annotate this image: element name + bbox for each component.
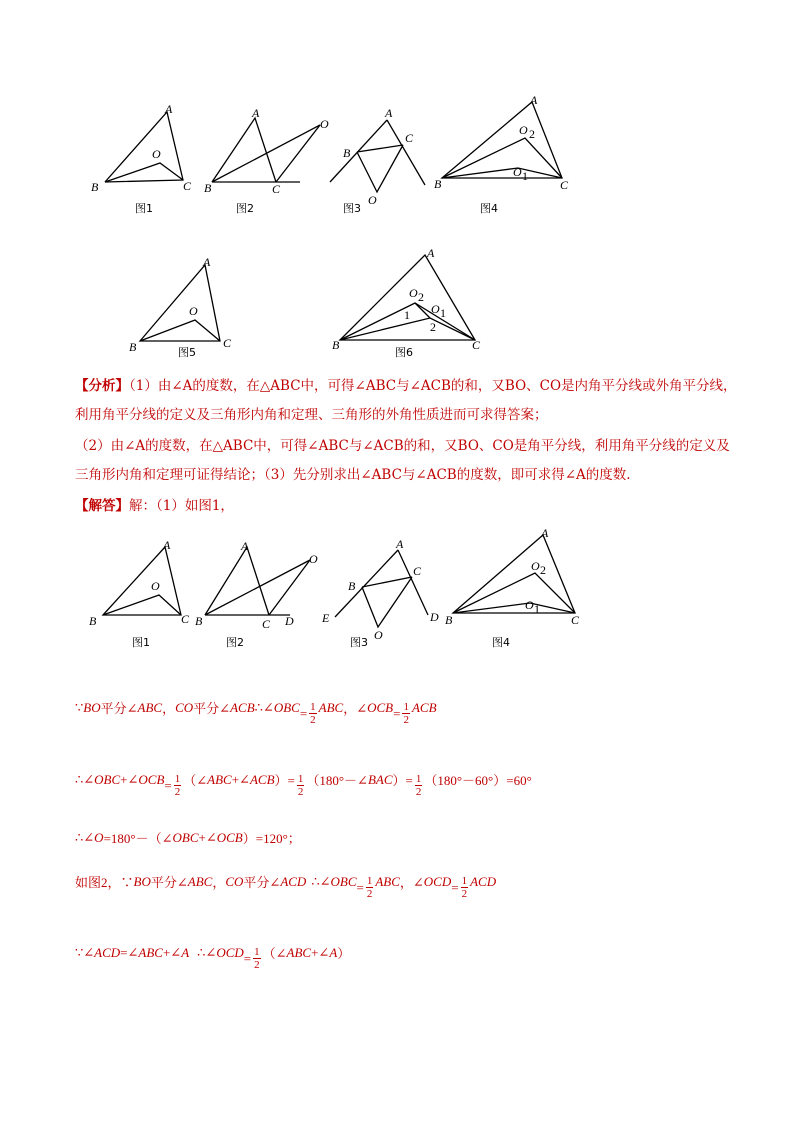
label-a: A (163, 538, 171, 552)
label-b: B (348, 579, 356, 593)
label-o: O (309, 552, 318, 566)
figure-3-top (325, 100, 435, 210)
step1-comma: ， (162, 701, 176, 716)
bisector-lines (140, 320, 220, 341)
label-c: C (472, 338, 481, 352)
label-o2: O (409, 286, 418, 300)
figure-2-bottom (195, 535, 335, 635)
step4-therefore: ∴∠ (311, 873, 331, 889)
step5-plus: +∠ (162, 944, 182, 960)
frac-num: 1 (366, 875, 373, 887)
step3-therefore: ∴∠ (75, 829, 95, 845)
label-o: O (320, 117, 329, 131)
label-e: E (322, 611, 330, 625)
label-o1: O (525, 598, 534, 612)
frac-den: 2 (366, 888, 373, 900)
triangle-lines (205, 547, 269, 615)
label-o: O (368, 193, 377, 207)
answer-intro-text: 解：（1）如图1， (129, 498, 234, 514)
step1-angle1: ABC (318, 699, 344, 715)
figure-5-top (125, 255, 245, 355)
triangle-abc (453, 535, 575, 613)
step3-obc: OBC (172, 829, 199, 845)
figure-2-top (200, 100, 340, 200)
step5-plus2: +∠ (311, 944, 330, 960)
step2-eq: = (164, 777, 172, 793)
bisector-lines (103, 595, 181, 615)
label-b: B (204, 181, 212, 195)
side-ac-extended (387, 120, 425, 185)
step2-abc: ABC (207, 771, 232, 787)
frac-den: 2 (403, 714, 409, 726)
label-d: D (285, 614, 294, 628)
step1-ocb: OCB (367, 699, 394, 715)
step5-acd: ACD (94, 944, 121, 960)
step5-therefore: ∴∠ (197, 944, 217, 960)
exterior-bisectors (362, 577, 412, 627)
figure-5-caption: 图5 (178, 346, 196, 359)
step5-open: （∠ (262, 946, 287, 961)
figure-2-bottom-caption: 图2 (226, 636, 244, 649)
angle-label-2: 2 (430, 320, 436, 334)
figure-3-bottom-caption: 图3 (350, 636, 368, 649)
side-ab-extended (330, 120, 387, 182)
step1-bo: BO (83, 699, 101, 715)
step2-obc: OBC (94, 771, 121, 787)
step2-acb: ACB (249, 771, 275, 787)
step5-eq2: = (243, 950, 252, 966)
triangle-abc (442, 102, 562, 178)
analysis-header: 【分析】 (75, 378, 129, 394)
fraction-half (415, 773, 423, 798)
frac-num: 1 (461, 875, 468, 887)
step1-angle2: ACB (411, 699, 437, 715)
analysis-paragraph-2 (75, 432, 740, 490)
label-a: A (427, 246, 435, 260)
label-o2: O (519, 123, 528, 137)
step3-plus: +∠ (198, 829, 217, 845)
label-a: A (530, 93, 538, 107)
label-o1: O (513, 165, 522, 179)
frac-den: 2 (461, 888, 468, 900)
step5-close: ） (337, 946, 351, 961)
step4-bisects: 平分∠ (150, 875, 188, 890)
label-c: C (262, 617, 271, 631)
label-o2-sub: 2 (529, 127, 535, 141)
fraction-half (297, 773, 305, 798)
step-3 (75, 828, 301, 847)
label-o: O (151, 579, 160, 593)
step2-bac: BAC (367, 771, 393, 787)
frac-den: 2 (254, 959, 260, 971)
frac-den: 2 (310, 714, 316, 726)
step3-o: O (94, 829, 104, 845)
frac-den: 2 (297, 786, 304, 798)
label-b: B (91, 180, 99, 194)
bisector-line-b (212, 125, 320, 182)
step1-eq: = (299, 705, 308, 721)
figure-1-top (85, 100, 205, 200)
figure-3-caption: 图3 (343, 202, 361, 215)
step4-ocd: OCD (423, 873, 452, 889)
bisectors-o2 (442, 138, 562, 178)
label-a: A (203, 255, 211, 269)
step1-acb: ACB (230, 699, 255, 715)
figure-3-bottom (320, 535, 450, 645)
label-o2: O (531, 559, 540, 573)
label-d: D (430, 610, 439, 624)
step1-co: CO (175, 699, 194, 715)
step3-ocb: OCB (216, 829, 243, 845)
step4-co: CO (225, 873, 244, 889)
step2-180: （180°－∠ (306, 773, 368, 788)
figure-4-bottom (445, 525, 605, 635)
analysis-text-1: （1）由∠A的度数，在△ABC中，可得∠ABC与∠ACB的和，又BO、CO是内角平分线或外角平分线，利用角平分线的定义及三角形内角和定理、三角形的外角性质进而可求得答案； (75, 378, 737, 423)
analysis-text-2: （2）由∠A的度数，在△ABC中，可得∠ABC与∠ACB的和，又BO、CO是角平分线，利用角平分线的定义及三角形内角和定理可证得结论；（3）先分别求出∠ABC与∠ACB的度数，即可求得∠A的度数. (75, 438, 730, 483)
bisector-line-c (276, 125, 320, 182)
answer-intro (75, 492, 740, 521)
label-o1-sub: 1 (440, 306, 446, 320)
label-c: C (272, 182, 281, 196)
step2-ocb: OCB (138, 771, 165, 787)
step4-angle1: ABC (375, 873, 400, 889)
step2-result: （180°－60°）=60° (424, 773, 532, 788)
step5-eq: =∠ (120, 944, 139, 960)
step1-bisects-2: 平分∠ (193, 701, 231, 716)
triangle-abc (140, 265, 220, 341)
step5-a: A (181, 944, 190, 960)
label-a: A (385, 106, 393, 120)
step5-because: ∵∠ (75, 944, 95, 960)
label-o2-sub: 2 (540, 563, 546, 577)
label-c: C (181, 612, 190, 626)
fraction-half (366, 875, 374, 900)
figure-4-top (430, 90, 590, 200)
step2-therefore: ∴∠ (75, 771, 95, 787)
frac-den: 2 (174, 786, 181, 798)
label-b: B (445, 613, 453, 627)
label-o1-sub: 1 (534, 602, 540, 616)
frac-num: 1 (310, 701, 316, 713)
step2-plus: +∠ (120, 771, 139, 787)
step4-intro: 如图2，∵ (75, 875, 134, 890)
step4-obc: OBC (330, 873, 357, 889)
step4-eq: = (356, 879, 364, 895)
step1-therefore: ∴∠ (254, 699, 274, 715)
step1-comma2: ，∠ (343, 701, 368, 716)
label-o1-sub: 1 (522, 169, 528, 183)
fraction-half (461, 875, 469, 900)
step4-eq2: = (451, 879, 459, 895)
segment-bc (362, 577, 412, 587)
label-c: C (223, 336, 232, 350)
figure-1-bottom-caption: 图1 (132, 636, 150, 649)
step-4 (75, 869, 497, 900)
figure-1-bottom (85, 535, 205, 635)
fraction-half (402, 701, 410, 726)
analysis-paragraph-1 (75, 372, 740, 430)
step2-close-eq2: ）= (392, 773, 413, 788)
bisector-lines (105, 163, 183, 182)
label-a: A (165, 102, 173, 116)
label-a: A (241, 539, 249, 553)
frac-num: 1 (415, 773, 422, 785)
label-b: B (195, 614, 203, 628)
step-2 (75, 767, 532, 798)
label-a: A (396, 537, 404, 551)
step-5 (75, 940, 351, 971)
fraction-half (174, 773, 182, 798)
step5-abc2: ABC (286, 944, 312, 960)
label-a: A (541, 526, 549, 540)
label-b: B (129, 340, 137, 354)
label-o: O (189, 304, 198, 318)
label-b: B (343, 146, 351, 160)
label-b: B (89, 614, 97, 628)
fraction-half (253, 946, 261, 971)
step2-open: （∠ (183, 773, 208, 788)
figure-6-caption: 图6 (395, 346, 413, 359)
frac-num: 1 (174, 773, 181, 785)
step1-eq2: = (393, 705, 401, 721)
step2-close-eq: ）= (274, 773, 295, 788)
figure-4-caption: 图4 (480, 202, 498, 215)
step3-result: ）=120°； (242, 831, 301, 846)
figure-4-bottom-caption: 图4 (492, 636, 510, 649)
label-a: A (252, 106, 260, 120)
step4-abc: ABC (187, 873, 213, 889)
label-o: O (374, 628, 383, 642)
step1-obc: OBC (273, 699, 300, 715)
exterior-bisectors (357, 145, 403, 192)
step4-acd: ACD (280, 873, 307, 889)
triangle-lines (212, 118, 276, 182)
step4-bisects-2: 平分∠ (243, 875, 281, 890)
label-b: B (332, 338, 340, 352)
frac-num: 1 (254, 946, 260, 958)
figure-2-caption: 图2 (236, 202, 254, 215)
label-o2-sub: 2 (418, 290, 424, 304)
frac-den: 2 (415, 786, 422, 798)
label-o: O (152, 147, 161, 161)
step4-bo: BO (133, 873, 151, 889)
step5-ocd: OCD (216, 944, 244, 960)
answer-header: 【解答】 (75, 498, 129, 514)
side-ab-extended (335, 550, 398, 617)
angle-label-1: 1 (404, 308, 410, 322)
step4-comma: ， (212, 875, 226, 890)
step4-angle2: ACD (470, 873, 497, 889)
step1-abc: ABC (137, 699, 163, 715)
label-b: B (434, 177, 442, 191)
fraction-half (309, 701, 317, 726)
label-o1: O (431, 302, 440, 316)
step2-plus2: +∠ (231, 771, 250, 787)
figure-1-caption: 图1 (135, 202, 153, 215)
frac-num: 1 (297, 773, 304, 785)
bisectors-o2 (453, 573, 575, 613)
bisector-line-c (269, 560, 310, 615)
step1-because: ∵ (75, 699, 84, 715)
label-c: C (413, 564, 422, 578)
step5-a2: A (329, 944, 338, 960)
label-c: C (405, 131, 414, 145)
label-c: C (571, 613, 580, 627)
step1-bisects: 平分∠ (100, 701, 138, 716)
step-1 (75, 695, 437, 726)
step5-abc: ABC (138, 944, 163, 960)
frac-num: 1 (403, 701, 409, 713)
label-c: C (183, 179, 192, 193)
label-c: C (560, 178, 569, 192)
bisector-line-b (205, 560, 310, 615)
step3-eq: =180°－（∠ (103, 831, 173, 846)
figure-6-top (330, 245, 500, 355)
side-ac-extended (398, 550, 428, 615)
step4-comma2: ，∠ (399, 875, 424, 890)
